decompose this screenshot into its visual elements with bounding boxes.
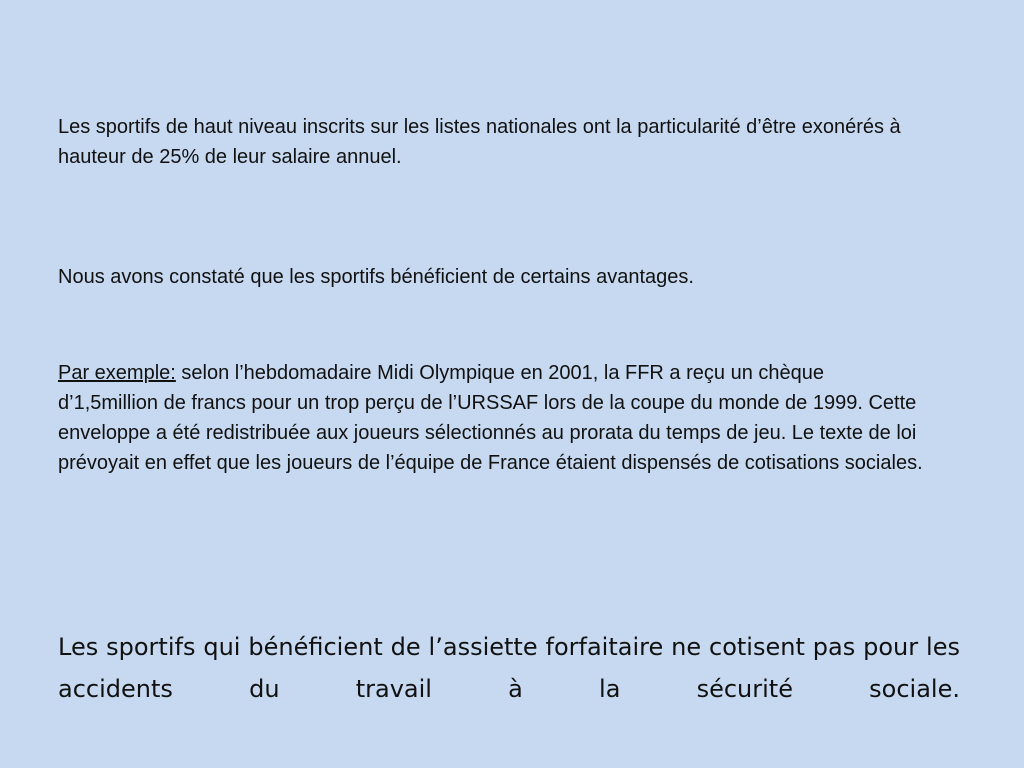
example-body: selon l’hebdomadaire Midi Olympique en 2001, la FFR a reçu un chèque d’1,5million de francs pour un trop perçu de l’URSSAF lors de la coupe du monde de 1999. Cette enveloppe a été redistribuée aux joueurs sélectionnés au prorata du temps de jeu. Le texte de loi prévoyait en effet que les joueurs de l’équipe de France étaient dispensés de cotisations sociales. [58,362,923,474]
text-paragraph-exemple [58,358,928,478]
text-paragraph-assiette-forfaitaire: Les sportifs qui bénéficient de l’assiette forfaitaire ne cotisent pas pour les accidents du travail à la sécurité sociale. [58,633,960,703]
text-paragraph-avantages: Nous avons constaté que les sportifs bénéficient de certains avantages. [58,266,694,288]
text-paragraph-exoneration: Les sportifs de haut niveau inscrits sur les listes nationales ont la particularité d’être exonérés à hauteur de 25% de leur salaire annuel. [58,116,901,168]
example-lead: Par exemple: [58,362,176,384]
